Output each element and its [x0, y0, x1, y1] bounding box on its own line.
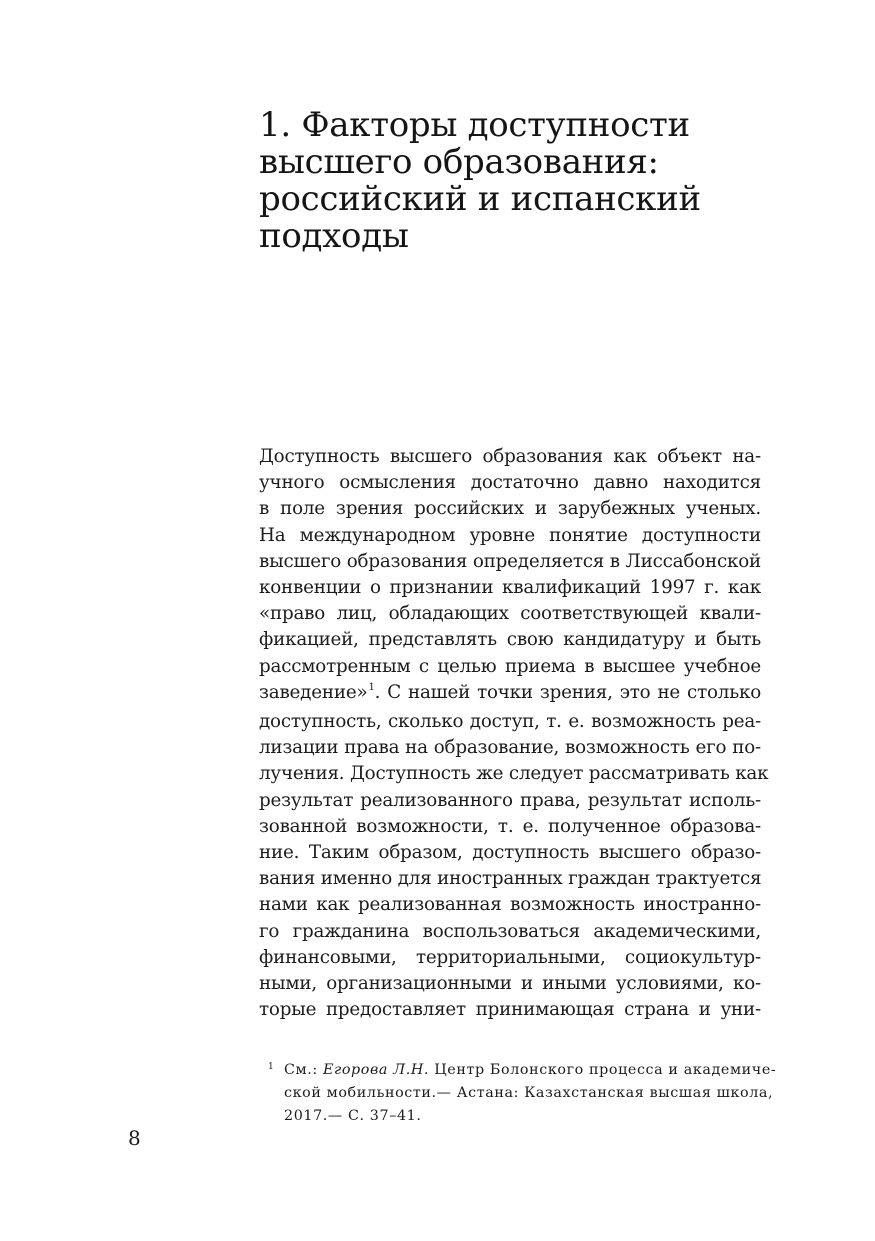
body-line: учного осмысления достаточно давно находится — [259, 472, 761, 494]
body-line: результат реализованного права, результат исполь- — [259, 789, 761, 811]
body-line: торые предоставляет принимающая страна и уни- — [259, 999, 761, 1021]
page-number: 8 — [128, 1126, 141, 1150]
footnote-body — [284, 1059, 777, 1128]
body-line: рассмотренным с целью приема в высшее учебное — [259, 655, 761, 677]
chapter-title-line: 1. Факторы доступности — [259, 105, 690, 145]
footnote — [268, 1059, 777, 1128]
body-line: финансовыми, территориальными, социокультур- — [259, 946, 761, 968]
chapter-title-line: подходы — [259, 216, 409, 256]
footnote-line — [284, 1059, 777, 1082]
body-line-with-footnote-ref — [259, 680, 761, 709]
body-line: го гражданина воспользоваться академическими, — [259, 920, 761, 942]
footnote-line-rest: Центр Болонского процесса и академиче- — [429, 1062, 777, 1078]
chapter-title-line: высшего образования: — [259, 142, 659, 182]
body-line: вания именно для иностранных граждан трактуется — [259, 868, 762, 890]
body-line: фикацией, представлять свою кандидатуру и быть — [259, 629, 761, 651]
body-line: лизации права на образование, возможность его по- — [259, 737, 761, 759]
body-line: лучения. Доступность же следует рассматривать как — [259, 763, 769, 785]
body-line: «право лиц, обладающих соответствующей квали- — [259, 603, 761, 625]
footnote-author: Егорова Л.Н. — [322, 1062, 430, 1078]
body-line-tail: . С нашей точки зрения, это не столько — [374, 681, 761, 703]
footnote-mark: 1 — [268, 1062, 275, 1072]
body-line-head: заведение» — [259, 681, 368, 703]
chapter-title-line: российский и испанский — [259, 179, 701, 219]
body-line: конвенции о признании квалификаций 1997 г. как — [259, 577, 761, 599]
body-paragraph — [259, 444, 769, 1023]
body-line: ными, организационными и иными условиями, ко- — [259, 973, 761, 995]
footnote-reference[interactable]: 1 — [368, 681, 375, 693]
body-line: доступность, сколько доступ, т. е. возможность реа- — [259, 711, 761, 733]
body-line: нами как реализованная возможность иностранно- — [259, 894, 761, 916]
body-line: зованной возможности, т. е. полученное образова- — [259, 815, 761, 837]
body-line: На международном уровне понятие доступности — [259, 524, 761, 546]
footnote-line: 2017.— С. 37–41. — [284, 1108, 422, 1124]
body-line: в поле зрения российских и зарубежных ученых. — [259, 498, 761, 520]
body-line: ние. Таким образом, доступность высшего образо- — [259, 842, 761, 864]
chapter-title — [259, 107, 779, 255]
footnote-prefix: См.: — [284, 1062, 323, 1078]
body-line: Доступность высшего образования как объект на- — [259, 446, 761, 467]
footnote-line: ской мобильности.— Астана: Казахстанская высшая школа, — [284, 1085, 774, 1101]
body-line: высшего образования определяется в Лиссабонской — [259, 550, 761, 572]
